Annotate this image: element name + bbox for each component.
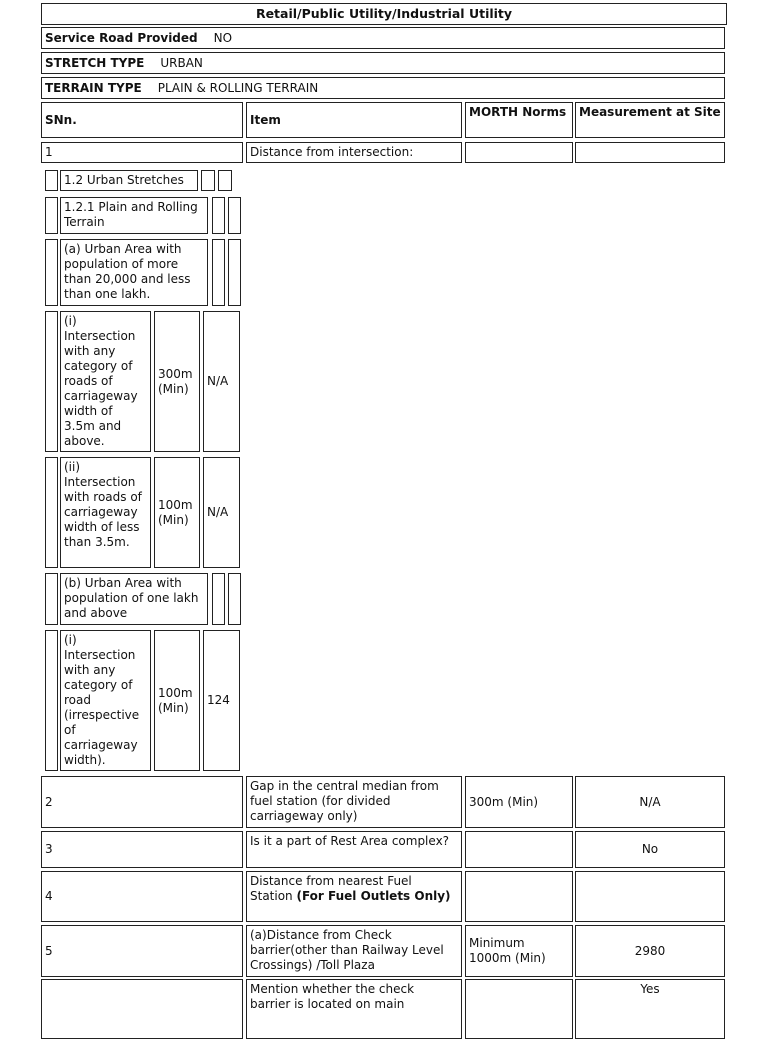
row1-sno: 1 — [41, 142, 243, 163]
table-row-3-sno: 3 — [41, 831, 243, 868]
column-header-sno: SNn. — [41, 102, 243, 138]
nested-blank-cell — [45, 457, 58, 568]
table-row-4-item-text: Distance from nearest Fuel Station — [250, 874, 412, 903]
table-row-6-sno — [41, 979, 243, 1039]
table-row-6-item: Mention whether the check barrier is located on main — [246, 979, 462, 1039]
table-row-4-value — [575, 871, 725, 922]
table-row-3-norm — [465, 831, 573, 868]
table-row-4-sno: 4 — [41, 871, 243, 922]
column-header-item: Item — [246, 102, 462, 138]
nested-blank-cell — [45, 197, 58, 234]
service-road-label: Service Road Provided — [45, 30, 198, 45]
nested-blank-cell — [45, 573, 58, 625]
nested-blank-cell — [212, 239, 225, 306]
plain-rolling-label: 1.2.1 Plain and Rolling Terrain — [60, 197, 208, 234]
page-title: Retail/Public Utility/Industrial Utility — [41, 3, 727, 25]
table-row-6-norm — [465, 979, 573, 1039]
table-row-6-value: Yes — [575, 979, 725, 1039]
table-row-5-norm: Minimum 1000m (Min) — [465, 925, 573, 977]
stretch-type-label: STRETCH TYPE — [45, 55, 145, 70]
nested-blank-cell — [228, 573, 241, 625]
a-ii-norm: 100m (Min) — [154, 457, 200, 568]
table-row-4-norm — [465, 871, 573, 922]
terrain-type-value: PLAIN & ROLLING TERRAIN — [157, 80, 319, 95]
row1-value-cell — [575, 142, 725, 163]
table-row-2-value: N/A — [575, 776, 725, 828]
table-row-4-item — [246, 871, 462, 922]
a-i-value: N/A — [203, 311, 240, 452]
nested-blank-cell — [212, 573, 225, 625]
a-i-item: (i) Intersection with any category of roads of carriageway width of 3.5m and above. — [60, 311, 151, 452]
table-row-2-item: Gap in the central median from fuel station (for divided carriageway only) — [246, 776, 462, 828]
nested-blank-cell — [45, 630, 58, 771]
b-i-item: (i) Intersection with any category of road (irrespective of carriageway width). — [60, 630, 151, 771]
service-road-value: NO — [213, 30, 233, 45]
table-row-5-item: (a)Distance from Check barrier(other than Railway Level Crossings) /Toll Plaza — [246, 925, 462, 977]
urban-area-a: (a) Urban Area with population of more than 20,000 and less than one lakh. — [60, 239, 208, 306]
urban-area-b: (b) Urban Area with population of one lakh and above — [60, 573, 208, 625]
a-ii-value: N/A — [203, 457, 240, 568]
table-row-3-item: Is it a part of Rest Area complex? — [246, 831, 462, 868]
nested-blank-cell — [45, 239, 58, 306]
b-i-value: 124 — [203, 630, 240, 771]
nested-blank-cell — [228, 197, 241, 234]
nested-blank-cell — [201, 170, 215, 191]
table-row-5-sno: 5 — [41, 925, 243, 977]
urban-stretches-label: 1.2 Urban Stretches — [60, 170, 198, 191]
row1-norm-cell — [465, 142, 573, 163]
a-i-norm: 300m (Min) — [154, 311, 200, 452]
table-row-2-norm: 300m (Min) — [465, 776, 573, 828]
b-i-norm: 100m (Min) — [154, 630, 200, 771]
table-row-2-sno: 2 — [41, 776, 243, 828]
nested-blank-cell — [212, 197, 225, 234]
table-row-3-value: No — [575, 831, 725, 868]
nested-blank-cell — [228, 239, 241, 306]
stretch-type-value: URBAN — [160, 55, 203, 70]
nested-blank-cell — [45, 311, 58, 452]
nested-blank-cell — [218, 170, 232, 191]
stretch-type-row — [41, 52, 725, 74]
terrain-type-label: TERRAIN TYPE — [45, 80, 142, 95]
terrain-type-row — [41, 77, 725, 99]
nested-blank-cell — [45, 170, 58, 191]
a-ii-item: (ii) Intersection with roads of carriageway width of less than 3.5m. — [60, 457, 151, 568]
table-row-5-value: 2980 — [575, 925, 725, 977]
column-header-measurement: Measurement at Site — [575, 102, 725, 138]
service-road-row — [41, 27, 725, 49]
column-header-norms: MORTH Norms — [465, 102, 573, 138]
table-row-4-item-note: (For Fuel Outlets Only) — [296, 889, 451, 903]
row1-item: Distance from intersection: — [246, 142, 462, 163]
